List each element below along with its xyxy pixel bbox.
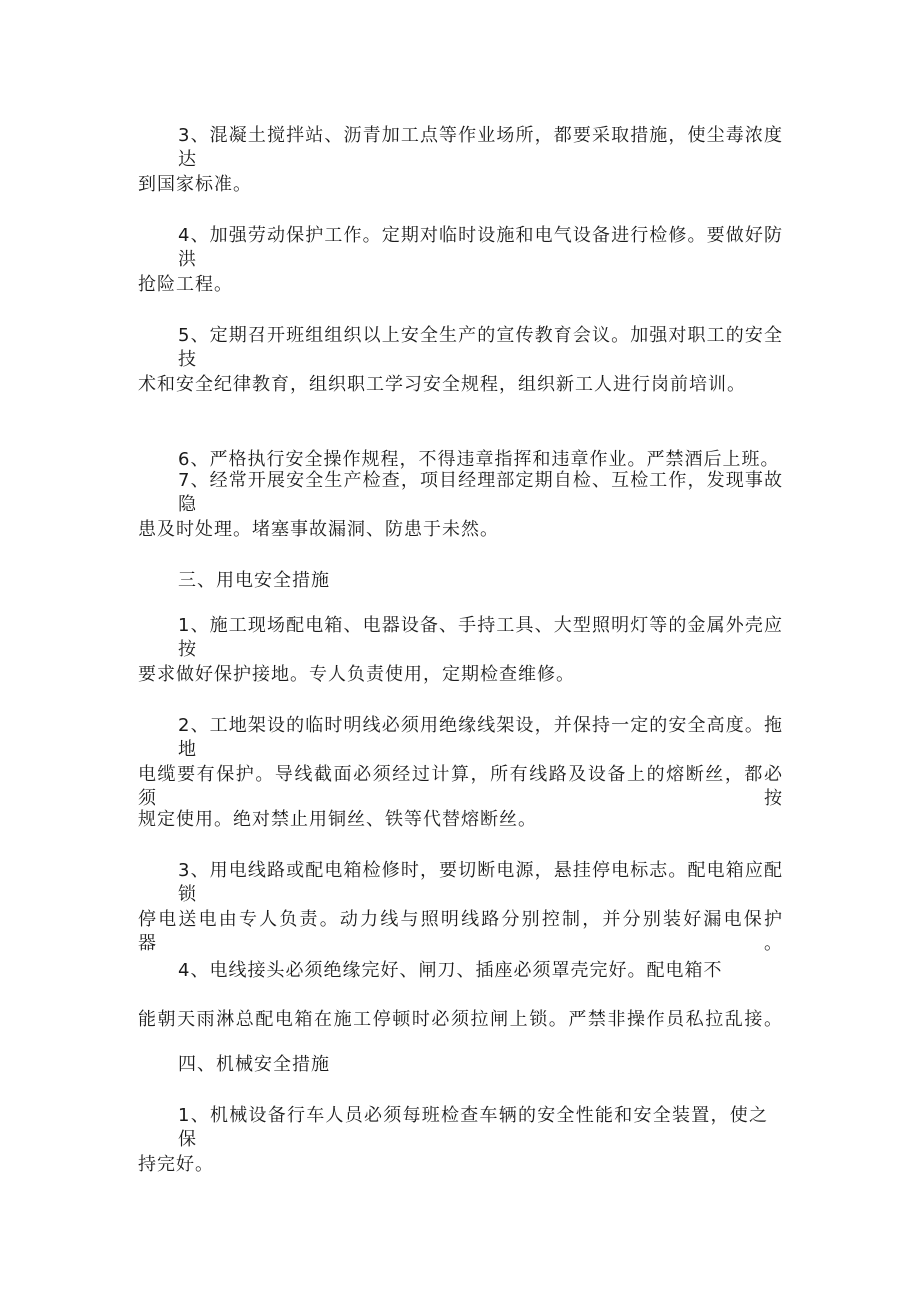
section-heading: 三、用电安全措施 xyxy=(178,570,330,591)
paragraph-line: 持完好。 xyxy=(138,1154,214,1175)
paragraph-line: 1、施工现场配电箱、电器设备、手持工具、大型照明灯等的金属外壳应按 xyxy=(178,615,783,660)
paragraph-line: 4、电线接头必须绝缘完好、闸刀、插座必须罩壳完好。配电箱不 xyxy=(178,960,723,981)
section-heading: 四、机械安全措施 xyxy=(178,1054,330,1075)
paragraph-line: 术和安全纪律教育，组织职工学习安全规程，组织新工人进行岗前培训。 xyxy=(138,374,746,395)
paragraph-line: 6、严格执行安全操作规程，不得违章指挥和违章作业。严禁酒后上班。 xyxy=(178,449,780,470)
paragraph-line: 3、混凝土搅拌站、沥青加工点等作业场所，都要采取措施，使尘毒浓度达 xyxy=(178,125,783,170)
paragraph-line: 7、经常开展安全生产检查，项目经理部定期自检、互检工作，发现事故隐 xyxy=(178,470,783,515)
paragraph-line: 3、用电线路或配电箱检修时，要切断电源，悬挂停电标志。配电箱应配锁 xyxy=(178,860,783,905)
paragraph-line: 能朝天雨淋总配电箱在施工停顿时必须拉闸上锁。严禁非操作员私拉乱接。 xyxy=(138,1009,783,1030)
paragraph-line: 1、机械设备行车人员必须每班检查车辆的安全性能和安全装置，使之保 xyxy=(178,1105,768,1150)
paragraph-line: 到国家标准。 xyxy=(138,174,252,195)
paragraph-line: 5、定期召开班组组织以上安全生产的宣传教育会议。加强对职工的安全技 xyxy=(178,325,783,370)
paragraph-line: 电缆要有保护。导线截面必须经过计算，所有线路及设备上的熔断丝，都必须按 xyxy=(138,764,783,809)
paragraph-line: 规定使用。绝对禁止用铜丝、铁等代替熔断丝。 xyxy=(138,809,537,830)
paragraph-line: 4、加强劳动保护工作。定期对临时设施和电气设备进行检修。要做好防洪 xyxy=(178,225,783,270)
paragraph-line: 患及时处理。堵塞事故漏洞、防患于未然。 xyxy=(138,519,499,540)
paragraph-line: 抢险工程。 xyxy=(138,274,233,295)
paragraph-line: 停电送电由专人负责。动力线与照明线路分别控制，并分别装好漏电保护器。 xyxy=(138,909,783,954)
paragraph-line: 要求做好保护接地。专人负责使用，定期检查维修。 xyxy=(138,664,575,685)
paragraph-line: 2、工地架设的临时明线必须用绝缘线架设，并保持一定的安全高度。拖地 xyxy=(178,715,783,760)
